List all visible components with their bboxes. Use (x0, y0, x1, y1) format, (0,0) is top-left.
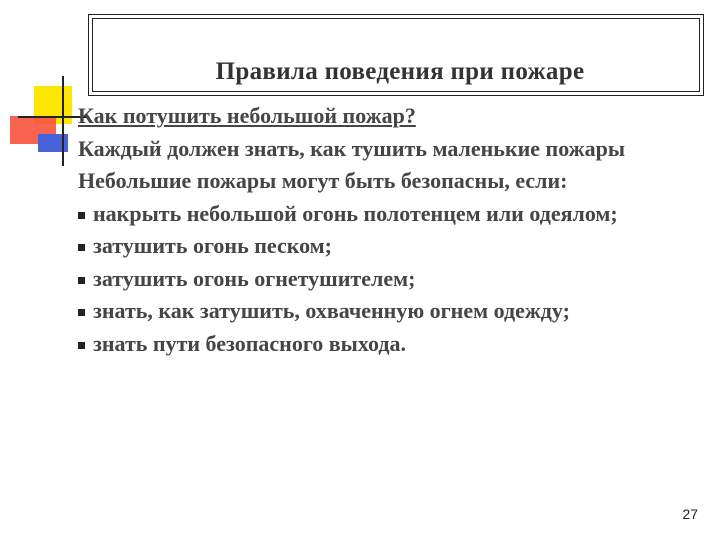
bullet-square-icon (78, 342, 85, 349)
decor-vertical-line (62, 76, 64, 166)
bullet-text: затушить огонь песком; (93, 233, 332, 258)
slide-subtitle: Как потушить небольшой пожар? (78, 103, 416, 128)
bullet-square-icon (78, 244, 85, 251)
bullet-text: знать пути безопасного выхода. (93, 330, 407, 356)
bullet-item (78, 328, 674, 361)
bullet-square-icon (78, 309, 85, 316)
bullet-text: накрыть небольшой огонь полотенцем или одеялом; (93, 200, 618, 226)
bullet-text: знать, как затушить, охваченную огнем одежду; (93, 298, 570, 323)
bullet-item (78, 230, 674, 263)
bullet-square-icon (78, 277, 85, 284)
page-number: 27 (682, 506, 698, 522)
bullet-item (78, 198, 674, 231)
paragraph: Небольшие пожары могут быть безопасны, если: (78, 168, 568, 193)
bullet-item (78, 263, 674, 296)
bullet-text: затушить огонь огнетушителем; (93, 265, 416, 291)
bullet-square-icon (78, 212, 85, 219)
bullet-item (78, 295, 674, 328)
slide-content (78, 100, 674, 360)
page-title: Правила поведения при пожаре (215, 58, 585, 85)
paragraph: Каждый должен знать, как тушить маленькие пожары (78, 135, 626, 161)
